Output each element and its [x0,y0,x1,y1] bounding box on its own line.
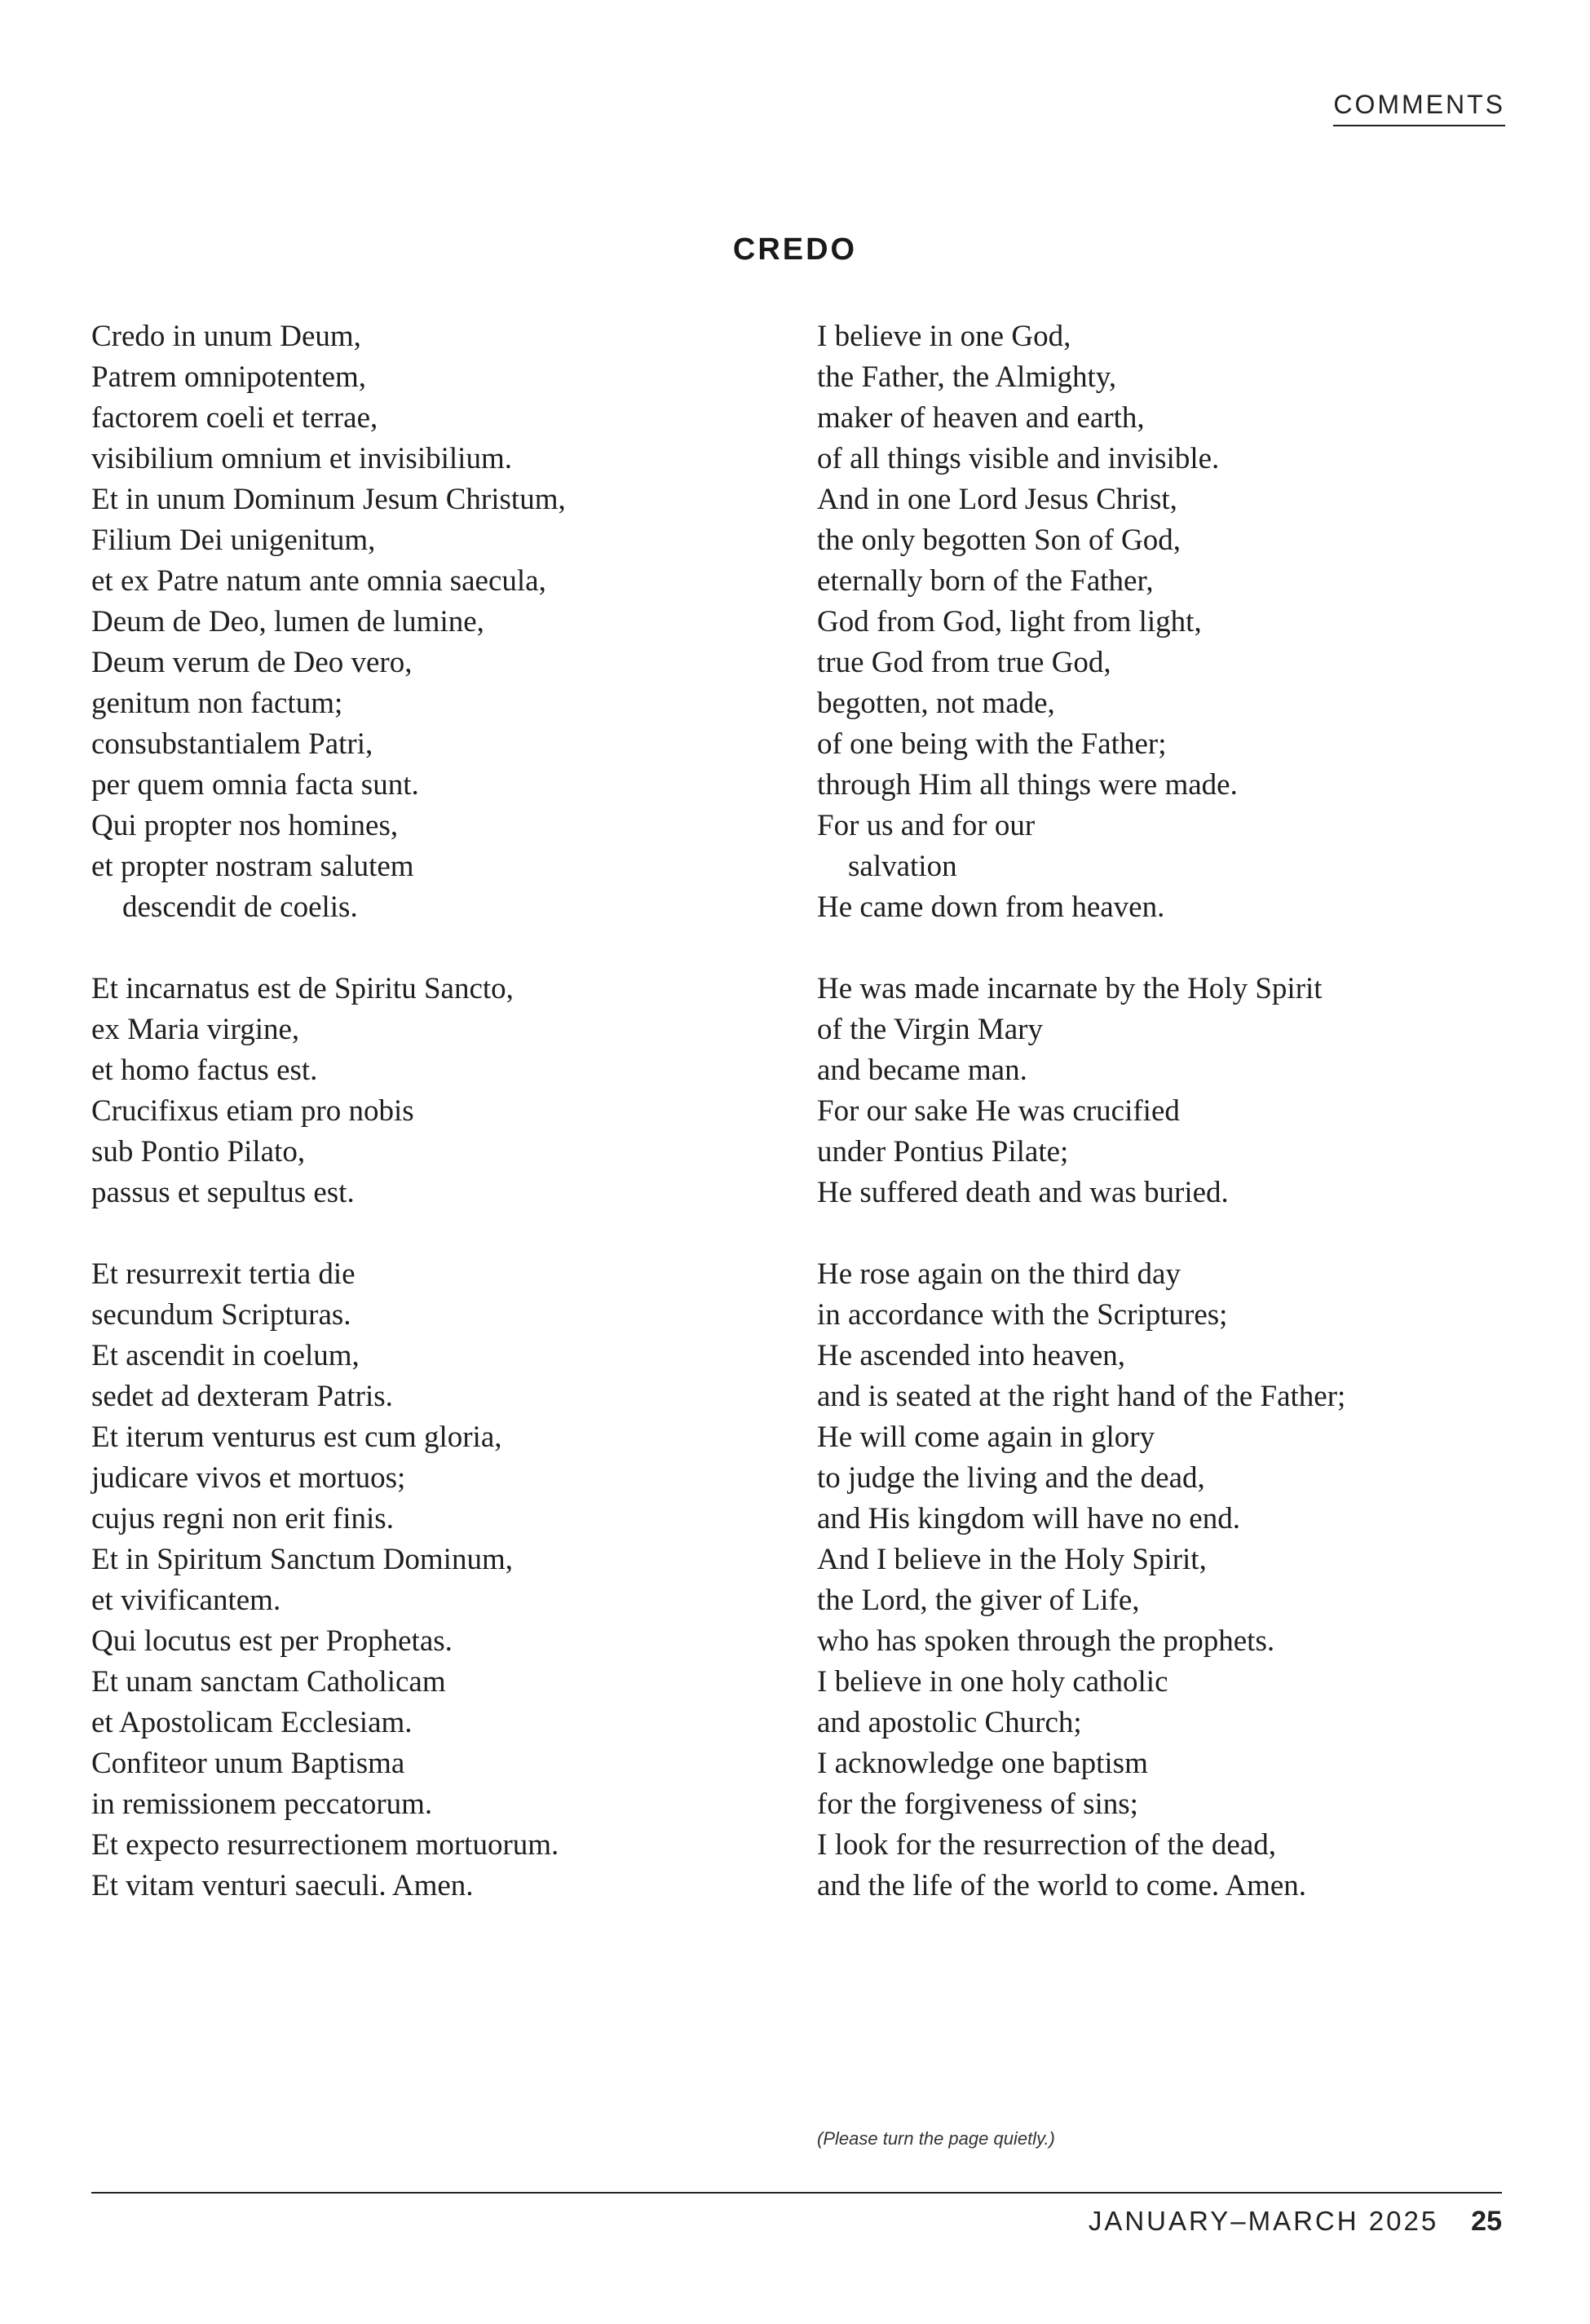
stanza [817,1254,1551,1906]
verse-line: under Pontius Pilate; [817,1135,1069,1169]
english-text-column [817,316,1551,1906]
verse-line: judicare vivos et mortuos; [91,1461,406,1495]
verse-line: He rose again on the third day [817,1257,1181,1291]
verse-line: Et in unum Dominum Jesum Christum, [91,483,566,516]
stanza [817,969,1551,1213]
verse-line: Et iterum venturus est cum gloria, [91,1420,502,1454]
verse-line: ex Maria virgine, [91,1013,300,1046]
verse-line: Deum de Deo, lumen de lumine, [91,605,484,638]
verse-line: in accordance with the Scriptures; [817,1298,1228,1332]
verse-line: Deum verum de Deo vero, [91,646,413,679]
verse-line: the only begotten Son of God, [817,524,1181,557]
verse-line: I acknowledge one baptism [817,1747,1148,1780]
verse-line: et vivificantem. [91,1584,281,1617]
verse-line: and is seated at the right hand of the Father; [817,1380,1346,1413]
verse-line: I believe in one God, [817,320,1071,353]
stanza [817,316,1551,928]
verse-line: for the forgiveness of sins; [817,1787,1138,1821]
page-footer [1089,2206,1502,2238]
verse-line: visibilium omnium et invisibilium. [91,442,512,475]
verse-line: I look for the resurrection of the dead, [817,1828,1277,1862]
verse-line: and apostolic Church; [817,1706,1082,1739]
verse-line: He was made incarnate by the Holy Spirit [817,972,1323,1005]
verse-line: et ex Patre natum ante omnia saecula, [91,564,546,598]
verse-line: to judge the living and the dead, [817,1461,1205,1495]
verse-line: Et incarnatus est de Spiritu Sancto, [91,972,514,1005]
verse-line: in remissionem peccatorum. [91,1787,433,1821]
verse-line: Et unam sanctam Catholicam [91,1665,446,1699]
section-label: COMMENTS [1333,90,1505,126]
verse-line: sub Pontio Pilato, [91,1135,306,1169]
verse-line: et Apostolicam Ecclesiam. [91,1706,413,1739]
verse-line: Qui locutus est per Prophetas. [91,1624,453,1658]
verse-line: true God from true God, [817,646,1111,679]
verse-line: through Him all things were made. [817,768,1238,802]
verse-line: Crucifixus etiam pro nobis [91,1094,414,1128]
verse-line: Et ascendit in coelum, [91,1339,360,1372]
verse-line: eternally born of the Father, [817,564,1154,598]
verse-line: Et in Spiritum Sanctum Dominum, [91,1543,513,1576]
verse-line: and the life of the world to come. Amen. [817,1869,1307,1902]
verse-line: secundum Scripturas. [91,1298,351,1332]
page-number: 25 [1471,2206,1502,2237]
stanza [91,969,784,1213]
verse-line: and His kingdom will have no end. [817,1502,1240,1535]
verse-line: of one being with the Father; [817,727,1167,761]
verse-line: et propter nostram salutem [91,850,414,883]
stanza [91,1254,784,1906]
verse-line: I believe in one holy catholic [817,1665,1168,1699]
verse-line: And I believe in the Holy Spirit, [817,1543,1207,1576]
stanza [91,316,784,928]
verse-line: of all things visible and invisible. [817,442,1220,475]
turn-page-note: (Please turn the page quietly.) [817,2128,1055,2149]
verse-line: He suffered death and was buried. [817,1176,1229,1209]
verse-line: Qui propter nos homines, [91,809,399,842]
verse-line: descendit de coelis. [122,890,358,924]
verse-line: passus et sepultus est. [91,1176,355,1209]
verse-line: begotten, not made, [817,687,1055,720]
verse-line: and became man. [817,1054,1027,1087]
verse-line: Et vitam venturi saeculi. Amen. [91,1869,474,1902]
footer-divider [91,2192,1502,2194]
verse-line: per quem omnia facta sunt. [91,768,419,802]
verse-line: Credo in unum Deum, [91,320,361,353]
verse-line: God from God, light from light, [817,605,1202,638]
verse-line: who has spoken through the prophets. [817,1624,1275,1658]
verse-line: And in one Lord Jesus Christ, [817,483,1177,516]
verse-line: factorem coeli et terrae, [91,401,378,435]
verse-line: He will come again in glory [817,1420,1155,1454]
verse-line: the Lord, the giver of Life, [817,1584,1140,1617]
verse-line: For us and for our [817,809,1036,842]
verse-line: Filium Dei unigenitum, [91,524,376,557]
issue-date: JANUARY–MARCH 2025 [1088,2206,1439,2236]
verse-line: salvation [848,850,957,883]
verse-line: Et resurrexit tertia die [91,1257,356,1291]
verse-line: of the Virgin Mary [817,1013,1043,1046]
verse-line: genitum non factum; [91,687,343,720]
verse-line: Patrem omnipotentem, [91,360,367,394]
page-title: CREDO [732,232,858,267]
verse-line: For our sake He was crucified [817,1094,1180,1128]
verse-line: et homo factus est. [91,1054,318,1087]
verse-line: Et expecto resurrectionem mortuorum. [91,1828,559,1862]
verse-line: maker of heaven and earth, [817,401,1145,435]
verse-line: consubstantialem Patri, [91,727,373,761]
verse-line: sedet ad dexteram Patris. [91,1380,393,1413]
verse-line: the Father, the Almighty, [817,360,1117,394]
verse-line: cujus regni non erit finis. [91,1502,394,1535]
latin-text-column [91,316,784,1906]
verse-line: He ascended into heaven, [817,1339,1126,1372]
verse-line: He came down from heaven. [817,890,1165,924]
verse-line: Confiteor unum Baptisma [91,1747,405,1780]
